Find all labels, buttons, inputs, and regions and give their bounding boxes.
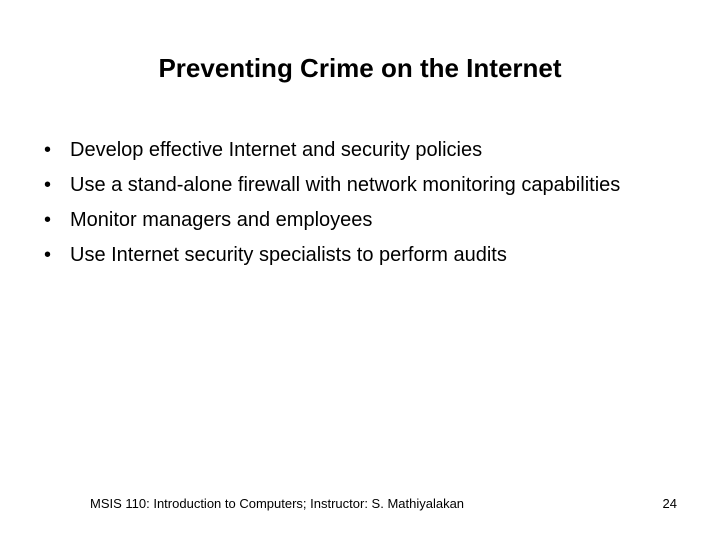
bullet-item — [44, 172, 644, 199]
bullet-item — [44, 242, 644, 269]
bullet-text: Use a stand-alone firewall with network monitoring capabilities — [70, 174, 621, 196]
bullet-list — [44, 137, 644, 277]
bullet-text: Develop effective Internet and security policies — [70, 139, 483, 161]
slide-title: Preventing Crime on the Internet — [158, 53, 562, 83]
bullet-marker: • — [44, 139, 52, 161]
bullet-item — [44, 137, 644, 164]
bullet-text: Use Internet security specialists to perform audits — [70, 244, 507, 266]
bullet-text: Monitor managers and employees — [70, 209, 373, 231]
bullet-item — [44, 207, 644, 234]
footer-course-info: MSIS 110: Introduction to Computers; Instructor: S. Mathiyalakan — [90, 496, 465, 511]
bullet-marker: • — [44, 244, 52, 266]
bullet-marker: • — [44, 174, 52, 196]
page-number: 24 — [662, 496, 677, 511]
bullet-marker: • — [44, 209, 52, 231]
